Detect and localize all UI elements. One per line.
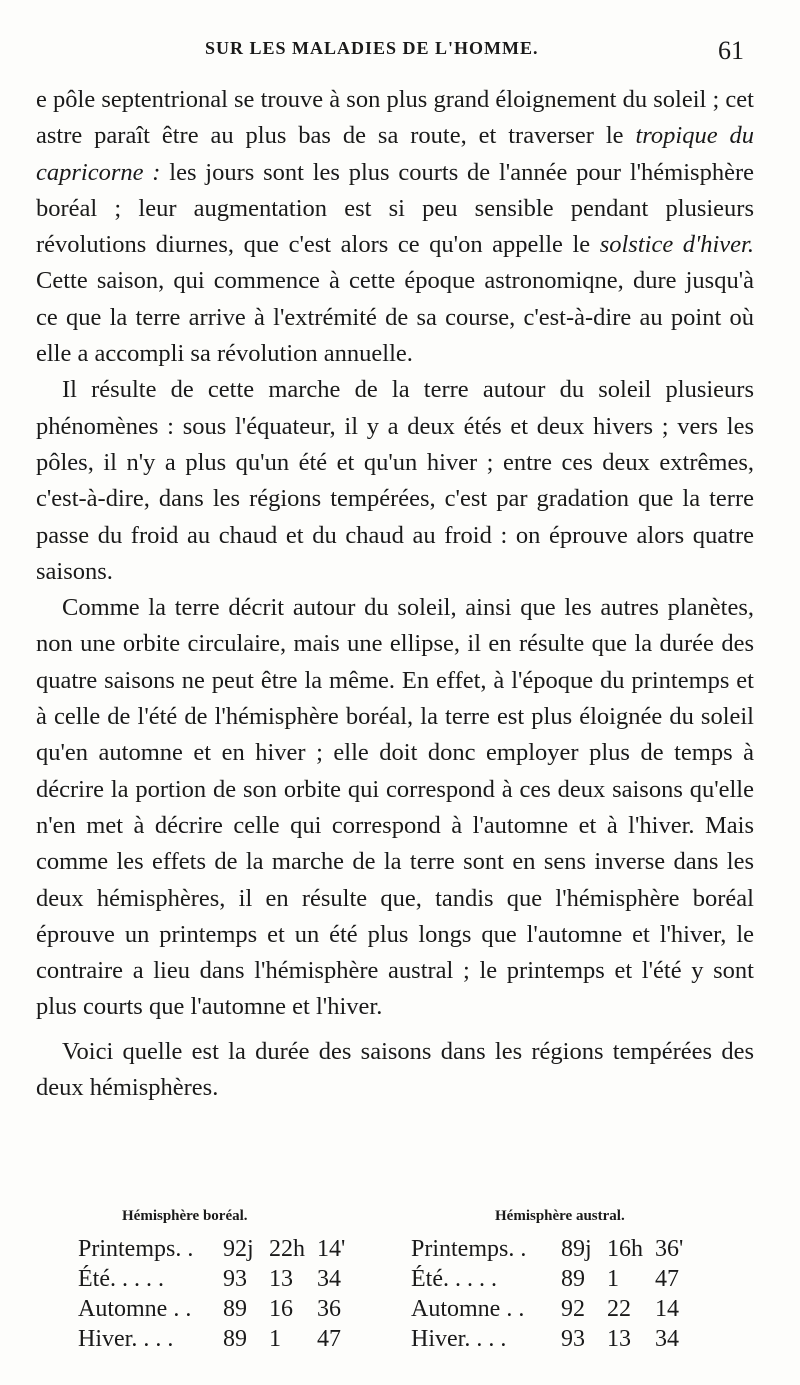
- text-run: Cette saison, qui commence à cette époque astronomiqne, dure jusqu'à ce que la terre arrive à l'extrémité de sa course, c'est-à-dire au point où elle a accompli sa révolution annuelle.: [36, 267, 754, 368]
- minutes-value: 36': [655, 1236, 684, 1262]
- paragraph: [36, 372, 754, 590]
- table-row: [78, 1324, 418, 1354]
- days-value: 89: [223, 1326, 247, 1352]
- hours-value: 16h: [607, 1236, 643, 1262]
- days-value: 89: [223, 1296, 247, 1322]
- italic-term: solstice d'hiver.: [599, 231, 754, 259]
- text-run: Il résulte de cette marche de la terre autour du soleil plusieurs phénomènes : sous l'équateur, il y a deux étés et deux hivers ; vers les pôles, il n'y a plus qu'un été et qu'un hiver ; entre ces deux extrêmes, c'est-à-dire, dans les régions tempérées, c'est par gradation que la terre passe du froid au chaud et du chaud au froid : on éprouve alors quatre saisons.: [36, 376, 754, 585]
- minutes-value: 14: [655, 1296, 679, 1322]
- minutes-value: 14': [317, 1236, 346, 1262]
- paragraph: [36, 82, 754, 372]
- season-name: Automne . .: [78, 1296, 192, 1322]
- season-name: Hiver. . . .: [411, 1326, 507, 1352]
- season-name: Été. . . . .: [411, 1266, 497, 1292]
- paragraph: [36, 590, 754, 1026]
- minutes-value: 47: [317, 1326, 341, 1352]
- minutes-value: 36: [317, 1296, 341, 1322]
- hours-value: 22: [607, 1296, 631, 1322]
- austral-column: [411, 1204, 751, 1354]
- austral-heading: Hémisphère austral.: [495, 1208, 625, 1224]
- table-row: [411, 1324, 751, 1354]
- text-run: les jours sont les plus courts de l'année pour l'hémisphère boréal ; leur augmentation est si peu sensible pendant plusieurs révolutions diurnes, que c'est alors ce qu'on appelle le: [36, 158, 754, 259]
- days-value: 92j: [223, 1236, 254, 1262]
- minutes-value: 47: [655, 1266, 679, 1292]
- running-head: SUR LES MALADIES DE L'HOMME.: [205, 38, 539, 58]
- season-name: Printemps. .: [411, 1236, 527, 1262]
- table-row: [411, 1264, 751, 1294]
- hours-value: 22h: [269, 1236, 305, 1262]
- hours-value: 16: [269, 1296, 293, 1322]
- italic-term: tropique du capricorne :: [36, 122, 754, 186]
- season-name: Été. . . . .: [78, 1266, 164, 1292]
- hours-value: 1: [607, 1266, 619, 1292]
- text-run: Voici quelle est la durée des saisons dans les régions tempérées des deux hémisphères.: [36, 1037, 754, 1102]
- table-row: [411, 1234, 751, 1264]
- text-run: e pôle septentrional se trouve à son plus grand éloignement du soleil ; cet astre paraît être au plus bas de sa route, et traverser le: [36, 86, 754, 150]
- paragraph: [36, 1034, 754, 1107]
- days-value: 93: [223, 1266, 247, 1292]
- days-value: 92: [561, 1296, 585, 1322]
- season-name: Printemps. .: [78, 1236, 194, 1262]
- season-name: Automne . .: [411, 1296, 525, 1322]
- days-value: 89: [561, 1266, 585, 1292]
- table-row: [411, 1294, 751, 1324]
- table-row: [78, 1234, 418, 1264]
- table-row: [78, 1264, 418, 1294]
- minutes-value: 34: [317, 1266, 341, 1292]
- boreal-column: [78, 1204, 418, 1354]
- hours-value: 1: [269, 1326, 281, 1352]
- table-row: [78, 1294, 418, 1324]
- hours-value: 13: [269, 1266, 293, 1292]
- page-number: 61: [718, 36, 744, 65]
- text-run: Comme la terre décrit autour du soleil, ainsi que les autres planètes, non une orbite circulaire, mais une ellipse, il en résulte que la durée des quatre saisons ne peut être la même. En effet, à l'époque du printemps et à celle de l'été de l'hémisphère boréal, la terre est plus éloignée du soleil qu'en automne et en hiver ; elle doit donc employer plus de temps à décrire la portion de son orbite qui correspond à ces deux saisons qu'elle n'en met à décrire celle qui correspond à l'automne et à l'hiver. Mais comme les effets de la marche de la terre sont en sens inverse dans les deux hémisphères, il en résulte que, tandis que l'hémisphère boréal éprouve un printemps et un été plus longs que l'automne et l'hiver, le contraire a lieu dans l'hémisphère austral ; le printemps et l'été y sont plus courts que l'automne et l'hiver.: [36, 594, 754, 1021]
- days-value: 89j: [561, 1236, 592, 1262]
- season-name: Hiver. . . .: [78, 1326, 174, 1352]
- minutes-value: 34: [655, 1326, 679, 1352]
- body-text: [36, 82, 754, 1106]
- hours-value: 13: [607, 1326, 631, 1352]
- boreal-heading: Hémisphère boréal.: [122, 1208, 248, 1224]
- days-value: 93: [561, 1326, 585, 1352]
